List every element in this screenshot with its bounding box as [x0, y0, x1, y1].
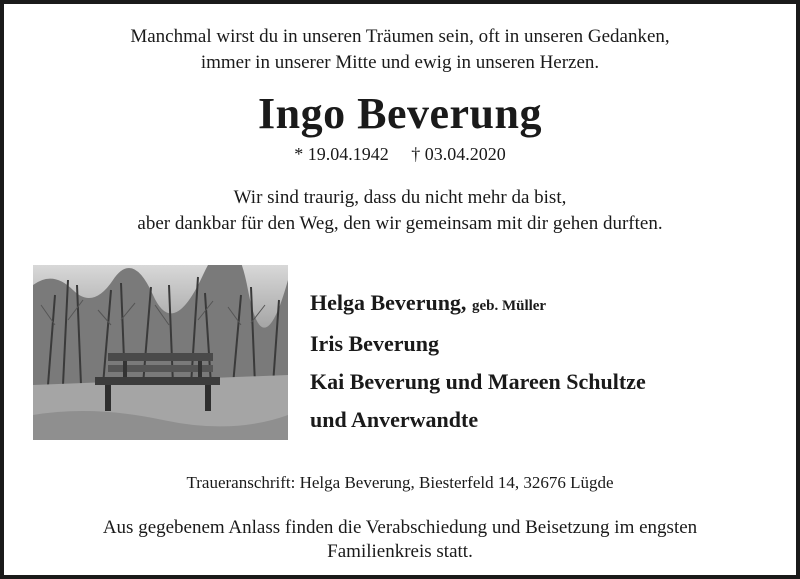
mourner-name: Kai Beverung und Mareen Schultze [310, 369, 646, 394]
bench-photo [33, 265, 288, 440]
mourner-name: und Anverwandte [310, 407, 479, 432]
opening-verse-line: immer in unserer Mitte und ewig in unseren Herzen. [200, 52, 600, 73]
opening-verse [4, 24, 796, 76]
mourner-primary [310, 284, 646, 325]
mourning-address: Traueranschrift: Helga Beverung, Biesterfeld 14, 32676 Lügde [186, 473, 614, 492]
birth-date: * 19.04.1942 [294, 144, 389, 164]
closing-notice-line: Aus gegebenem Anlass finden die Verabschiedung und Beisetzung im engsten [102, 517, 698, 538]
memorial-verse [4, 185, 796, 237]
memorial-verse-line: aber dankbar für den Weg, den wir gemeinsam mit dir gehen durften. [137, 213, 663, 234]
closing-notice [4, 516, 796, 564]
mourners-list [310, 284, 646, 439]
death-date: † 03.04.2020 [411, 144, 506, 164]
memorial-verse-line: Wir sind traurig, dass du nicht mehr da bist, [233, 187, 567, 208]
mourner-name: Iris Beverung [310, 331, 439, 356]
opening-verse-line: Manchmal wirst du in unseren Träumen sein, oft in unseren Gedanken, [130, 26, 670, 47]
deceased-name: Ingo Beverung [258, 89, 542, 138]
closing-notice-line: Familienkreis statt. [327, 541, 473, 562]
mourner-name: Helga Beverung, [310, 290, 467, 315]
life-dates [4, 143, 796, 165]
maiden-name-note: geb. Müller [471, 298, 547, 314]
